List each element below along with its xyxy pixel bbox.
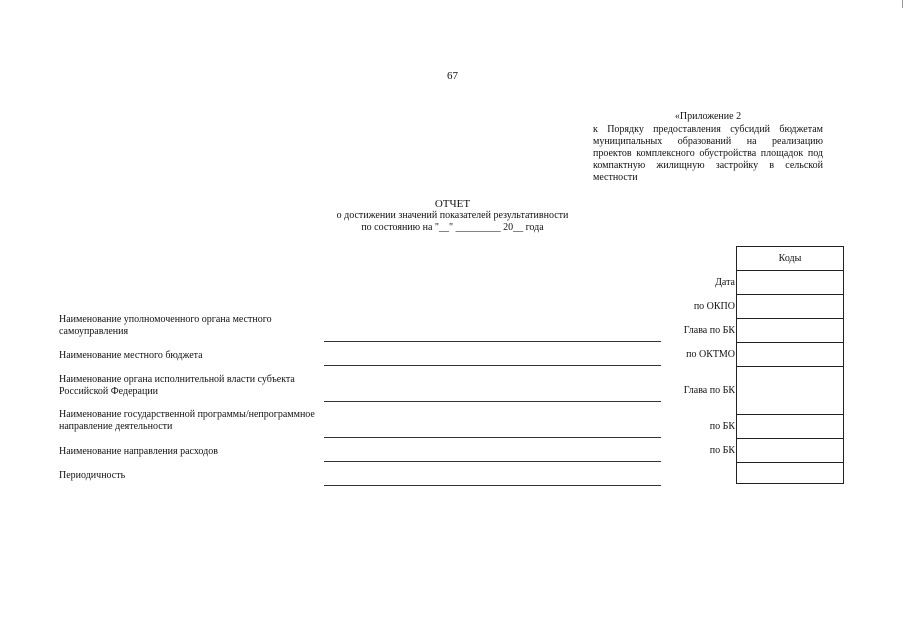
field-label-budget: Наименование местного бюджета xyxy=(59,350,203,361)
field-line-budget[interactable] xyxy=(324,365,661,366)
code-cell-bk-2[interactable] xyxy=(737,439,843,463)
code-cell-oktmo[interactable] xyxy=(737,343,843,367)
field-label-executive-body: Наименование органа исполнительной власти субъекта Российской Федерации xyxy=(59,374,295,397)
report-date-line: по состоянию на "__" _________ 20__ года xyxy=(361,222,544,233)
field-label-program: Наименование государственной программы/непрограммное направление деятельности xyxy=(59,409,315,432)
field-line-periodicity[interactable] xyxy=(324,485,661,486)
field-line-executive-body[interactable] xyxy=(324,401,661,402)
code-label-chapter-bk-2: Глава по БК xyxy=(683,385,735,396)
page-number: 67 xyxy=(447,70,458,82)
code-label-okpo: по ОКПО xyxy=(693,301,735,312)
code-label-oktmo: по ОКТМО xyxy=(686,349,735,360)
code-label-bk-1: по БК xyxy=(709,421,735,432)
code-cell-date[interactable] xyxy=(737,271,843,295)
codes-table xyxy=(736,246,844,484)
code-label-bk-2: по БК xyxy=(709,445,735,456)
field-line-authority[interactable] xyxy=(324,341,661,342)
code-cell-chapter-bk-2[interactable] xyxy=(737,367,843,415)
codes-header: Коды xyxy=(737,247,843,271)
field-line-expense-direction[interactable] xyxy=(324,461,661,462)
field-line-program[interactable] xyxy=(324,437,661,438)
page-edge-mark xyxy=(902,0,903,8)
code-label-chapter-bk-1: Глава по БК xyxy=(683,325,735,336)
annex-note xyxy=(593,111,823,184)
code-cell-periodicity[interactable] xyxy=(737,463,843,486)
report-title-block xyxy=(0,198,905,234)
field-label-expense-direction: Наименование направления расходов xyxy=(59,446,218,457)
annex-text: к Порядку предоставления субсидий бюджетам муниципальных образований на реализацию проектов комплексного обустройства площадок под компактную жилищную застройку в сельской местности xyxy=(593,124,823,183)
annex-heading: «Приложение 2 xyxy=(674,111,742,122)
field-label-periodicity: Периодичность xyxy=(59,470,126,481)
code-label-date: Дата xyxy=(715,277,735,288)
field-label-authority: Наименование уполномоченного органа местного самоуправления xyxy=(59,314,272,337)
code-cell-chapter-bk-1[interactable] xyxy=(737,319,843,343)
report-subtitle: о достижении значений показателей результативности xyxy=(336,210,569,221)
code-cell-bk-1[interactable] xyxy=(737,415,843,439)
code-cell-okpo[interactable] xyxy=(737,295,843,319)
report-title: ОТЧЕТ xyxy=(434,198,471,210)
